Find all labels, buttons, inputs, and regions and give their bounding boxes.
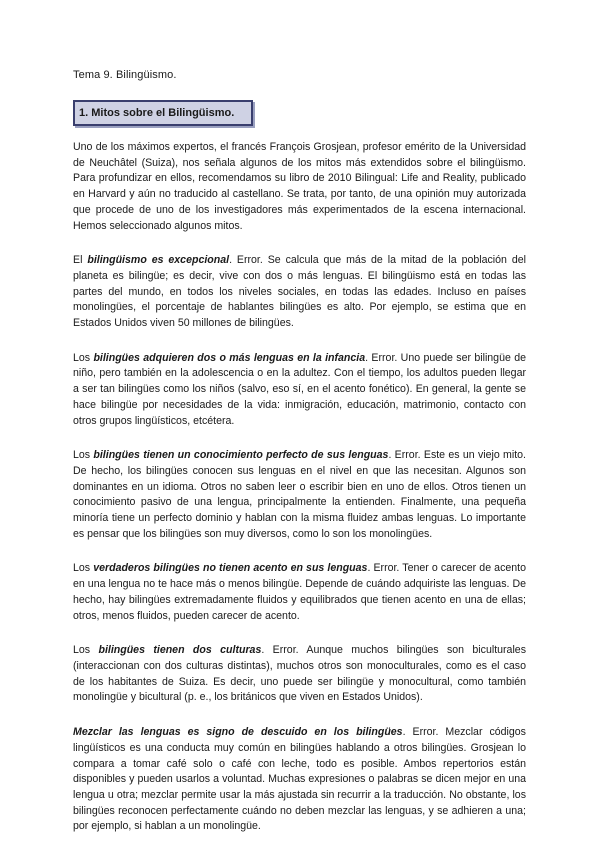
myth-intro: El	[73, 254, 88, 267]
paragraph-myth-accent	[73, 561, 526, 624]
document-title: Tema 9. Bilingüismo.	[73, 69, 177, 81]
myth-explanation: . Error. Mezclar códigos lingüísticos es una conducta muy común en bilingües hablando a otros bilingües. Grosjean lo compara a tomar café solo o café con leche, todo es posible. Ambos repertorios están disponibles y pueden usarlos a voluntad. Muchas expresiones o palabras se dicen mejor en una lengua u otra; mezclar permite usar la más ajustada sin recurrir a la traducción. No obstante, los bilingües reconocen perfectamente cuándo no deben mezclar las lenguas, y se adhieren a una; por ejemplo, si hablan a un monolingüe.	[73, 726, 526, 833]
paragraph-myth-childhood	[73, 351, 526, 430]
myth-statement: Mezclar las lenguas es signo de descuido en los bilingües	[73, 726, 403, 739]
myth-intro: Los	[73, 449, 94, 462]
paragraph-intro: Uno de los máximos expertos, el francés François Grosjean, profesor emérito de la Universidad de Neuchâtel (Suiza), nos señala algunos de los mitos más extendidos sobre el bilingüismo. Para profundizar en ellos, recomendamos su libro de 2010 Bilingual: Life and Reality, publicado en Harvard y aún no traducido al castellano. Se trata, por tanto, de una opinión muy autorizada que procede de uno de los investigadores más experimentados de la escena internacional. Hemos seleccionado algunos mitos.	[73, 141, 526, 232]
paragraph-myth-two-cultures	[73, 643, 526, 706]
paragraph-myth-mixing	[73, 725, 526, 835]
myth-statement: bilingües tienen un conocimiento perfecto de sus lenguas	[93, 449, 389, 462]
myth-intro: Los	[73, 644, 99, 657]
myth-statement: verdaderos bilingües no tienen acento en sus lenguas	[93, 562, 368, 575]
myth-statement: bilingüismo es excepcional	[87, 254, 230, 267]
myth-explanation: . Error. Tener o carecer de acento en una lengua no te hace más o menos bilingüe. Depende de cuándo adquiriste las lenguas. De hecho, hay bilingües extremadamente fluidos y equilibrados que tienen acento en una de ellas; otros, menos fluidos, pueden carecer de acento.	[73, 562, 526, 622]
myth-statement: bilingües tienen dos culturas	[98, 644, 262, 657]
myth-intro: Los	[73, 562, 94, 575]
myth-explanation: . Error. Este es un viejo mito. De hecho, los bilingües conocen sus lenguas en el nivel en que las necesitan. Algunos son dominantes en un idioma. Otros no saben leer o escribir bien en uno de ellos. Otros tienen un conocimiento pasivo de una lengua, principalmente la entienden. Finalmente, una pequeña minoría tiene un perfecto dominio y hablan con la misma fluidez ambas lenguas. Lo importante es pensar que los bilingües son muy diversos, como lo son los monolingües.	[73, 449, 526, 540]
paragraph-myth-perfect-knowledge	[73, 448, 526, 542]
paragraph-myth-exceptional	[73, 253, 526, 332]
myth-intro: Los	[73, 351, 94, 364]
myth-explanation: . Error. Aunque muchos bilingües son biculturales (interaccionan con dos culturas distintas), muchos otros son monoculturales, como es el caso de los habitantes de Suiza. Es decir, uno puede ser bilingüe y monocultural, como también monolingüe y bicultural (p. e., los británicos que viven en Estados Unidos).	[73, 644, 526, 704]
section-heading: 1. Mitos sobre el Bilingüismo.	[73, 100, 253, 126]
myth-explanation: . Error. Uno puede ser bilingüe de niño, pero también en la adolescencia o en la adultez. Con el tiempo, los adultos pueden llegar a ser tan bilingües como los niños (salvo, eso sí, en el acento fonético). En general, la gente se hace bilingüe por necesidades de la vida: inmigración, educación, matrimonio, contacto con otros grupos lingüísticos, etcétera.	[73, 351, 526, 427]
myth-explanation: . Error. Se calcula que más de la mitad de la población del planeta es bilingüe; es decir, vive con dos o más lenguas. El bilingüismo está en todas las partes del mundo, en todos los niveles sociales, en todas las edades. Incluso en países monolingües, el porcentaje de hablantes bilingües es alto. Por ejemplo, se estima que en Estados Unidos viven 50 millones de bilingües.	[73, 254, 526, 330]
body-text	[73, 140, 526, 854]
myth-statement: bilingües adquieren dos o más lenguas en la infancia	[93, 351, 366, 364]
